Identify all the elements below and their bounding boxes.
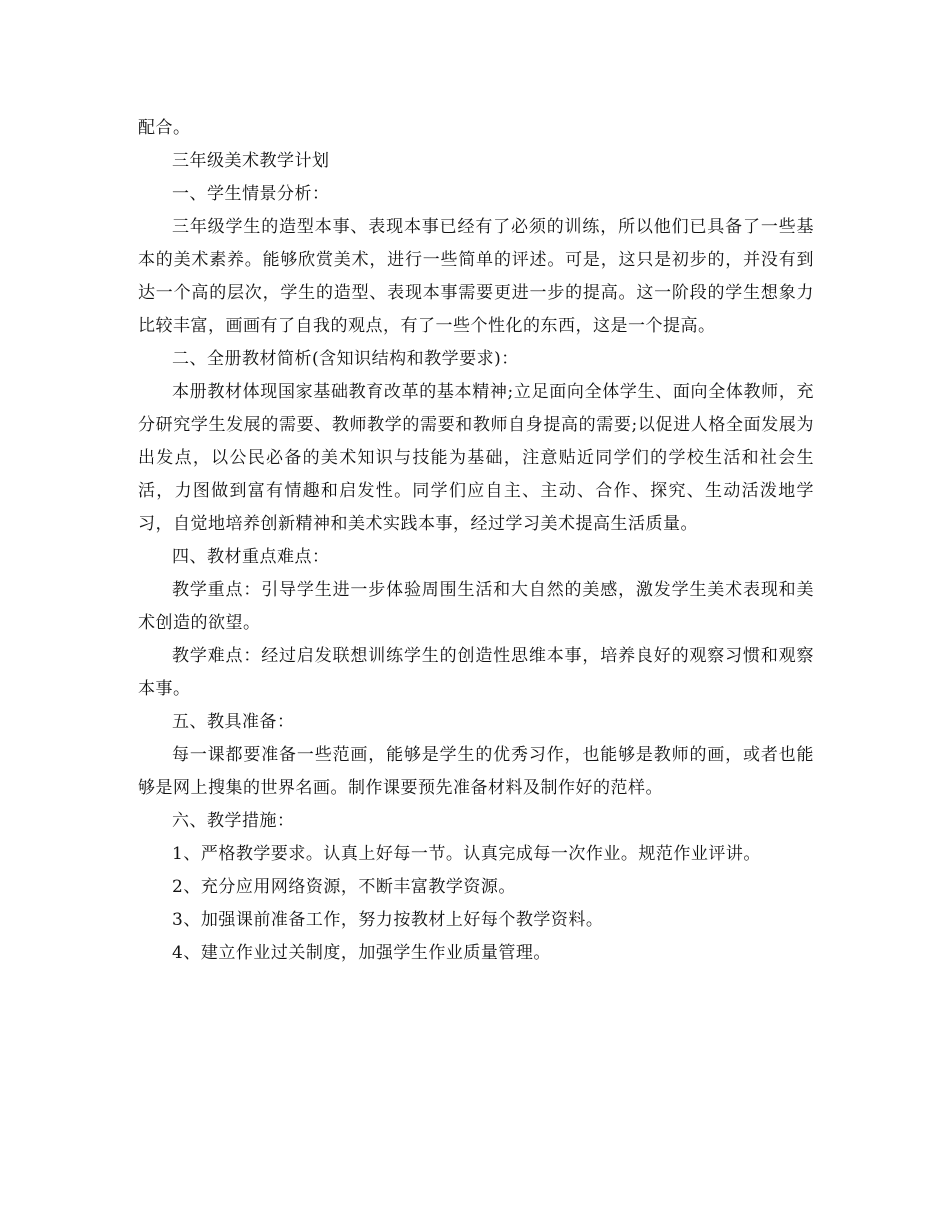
document-title: 三年级美术教学计划 — [172, 151, 330, 171]
list-item-measure-3: 3、加强课前准备工作，努力按教材上好每个教学资料。 — [172, 910, 604, 930]
paragraph-teaching-aids: 每一课都要准备一些范画，能够是学生的优秀习作，也能够是教师的画，或者也能够是网上搜集的世界名画。制作课要预先准备材料及制作好的范样。 — [138, 745, 814, 798]
section-heading-textbook-analysis: 二、全册教材简析(含知识结构和教学要求)： — [172, 349, 519, 369]
list-item-measure-2: 2、充分应用网络资源，不断丰富教学资源。 — [172, 877, 516, 897]
section-heading-student-analysis: 一、学生情景分析： — [172, 184, 330, 204]
document-body — [138, 112, 814, 970]
section-heading-teaching-measures: 六、教学措施： — [172, 811, 295, 831]
section-heading-key-points: 四、教材重点难点： — [172, 547, 330, 567]
paragraph-teaching-difficulty: 教学难点：经过启发联想训练学生的创造性思维本事，培养良好的观察习惯和观察本事。 — [138, 646, 814, 699]
list-item-measure-4: 4、建立作业过关制度，加强学生作业质量管理。 — [172, 943, 551, 963]
paragraph-textbook-analysis: 本册教材体现国家基础教育改革的基本精神;立足面向全体学生、面向全体教师，充分研究学生发展的需要、教师教学的需要和教师自身提高的需要;以促进人格全面发展为出发点，以公民必备的美术知识与技能为基础，注意贴近同学们的学校生活和社会生活，力图做到富有情趣和启发性。同学们应自主、主动、合作、探究、生动活泼地学习，自觉地培养创新精神和美术实践本事，经过学习美术提高生活质量。 — [138, 382, 814, 534]
paragraph-continuation: 配合。 — [138, 118, 191, 138]
section-heading-teaching-aids: 五、教具准备： — [172, 712, 295, 732]
paragraph-teaching-focus: 教学重点：引导学生进一步体验周围生活和大自然的美感，激发学生美术表现和美术创造的欲望。 — [138, 580, 814, 633]
list-item-measure-1: 1、严格教学要求。认真上好每一节。认真完成每一次作业。规范作业评讲。 — [172, 844, 761, 864]
paragraph-student-analysis: 三年级学生的造型本事、表现本事已经有了必须的训练，所以他们已具备了一些基本的美术素养。能够欣赏美术，进行一些简单的评述。可是，这只是初步的，并没有到达一个高的层次，学生的造型、表现本事需要更进一步的提高。这一阶段的学生想象力比较丰富，画画有了自我的观点，有了一些个性化的东西，这是一个提高。 — [138, 217, 814, 336]
